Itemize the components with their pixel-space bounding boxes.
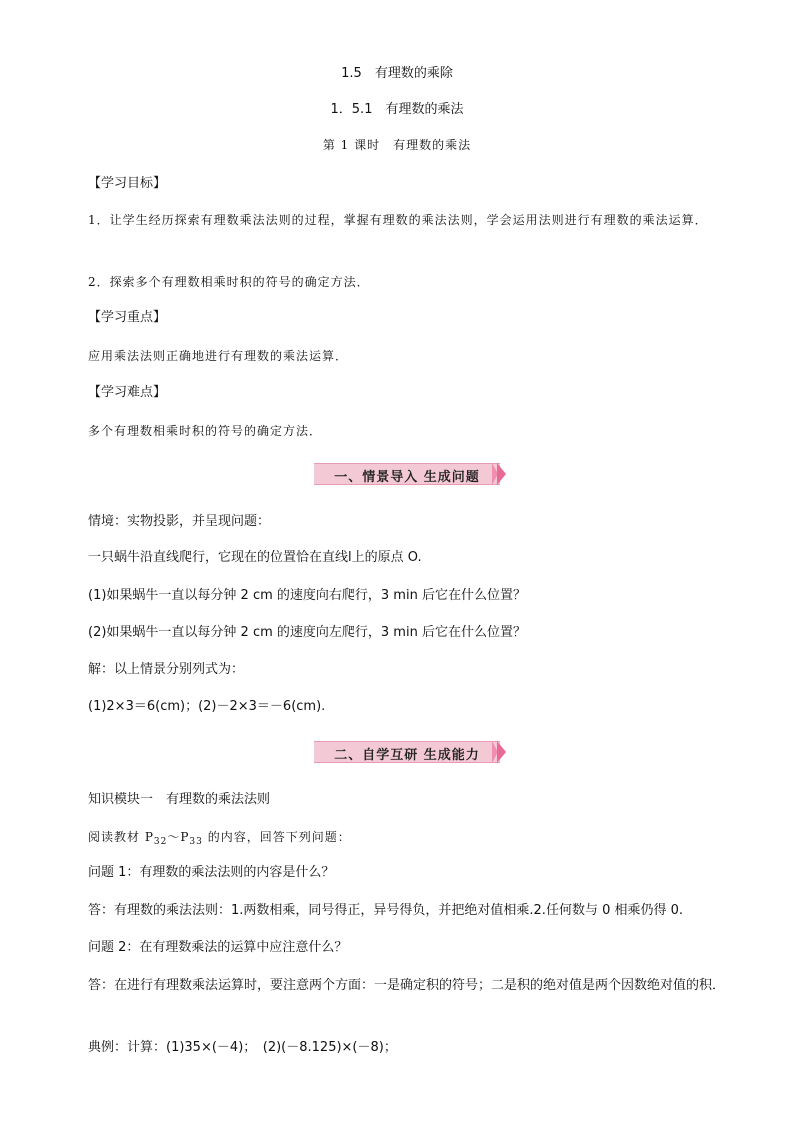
scenario-intro: 情境：实物投影，并呈现问题：	[88, 514, 271, 529]
objective-1: 1．让学生经历探索有理数乘法法则的过程，掌握有理数的乘法法则，学会运用法则进行有理数的乘法运算．	[88, 213, 708, 227]
objectives-heading: 【学习目标】	[88, 176, 167, 191]
section-banner-2	[314, 741, 506, 763]
objective-2: 2．探索多个有理数相乘时积的符号的确定方法．	[88, 275, 370, 289]
focus-heading: 【学习重点】	[88, 310, 167, 325]
focus-text: 应用乘法法则正确地进行有理数的乘法运算．	[88, 349, 349, 363]
answer-2: 答：在进行有理数乘法运算时，要注意两个方面：一是确定积的符号；二是积的绝对值是两个因数绝对值的积．	[88, 978, 726, 993]
lesson-title: 第 1 课时 有理数的乘法	[322, 138, 472, 152]
subsection-title: 1．5.1 有理数的乘法	[330, 102, 464, 117]
question-2: 问题 2：在有理数乘法的运算中应注意什么？	[88, 940, 348, 955]
banner-1-label: 一、情景导入 生成问题	[334, 470, 480, 485]
section-banner-1	[314, 463, 506, 485]
example: 典例：计算：(1)35×(－4)； (2)(－8.125)×(－8)；	[88, 1040, 397, 1055]
scenario-line: 一只蜗牛沿直线爬行，它现在的位置恰在直线l上的原点 O.	[88, 550, 422, 565]
difficulty-heading: 【学习难点】	[88, 385, 167, 400]
section-title: 1.5 有理数的乘除	[341, 66, 453, 81]
module-title: 知识模块一 有理数的乘法法则	[88, 792, 271, 807]
reading-instruction: 阅读教材 $P_{32}\sim P_{33}$ 的内容，回答下列问题：	[88, 830, 351, 847]
banner-2-label: 二、自学互研 生成能力	[334, 748, 480, 763]
scenario-solution: 解：以上情景分别列式为：	[88, 662, 245, 677]
scenario-question-1: (1)如果蜗牛一直以每分钟 2 cm 的速度向右爬行，3 min 后它在什么位置？	[88, 588, 526, 603]
scenario-question-2: (2)如果蜗牛一直以每分钟 2 cm 的速度向左爬行，3 min 后它在什么位置？	[88, 625, 526, 640]
question-1: 问题 1：有理数的乘法法则的内容是什么？	[88, 865, 335, 880]
difficulty-text: 多个有理数相乘时积的符号的确定方法．	[88, 424, 323, 438]
scenario-formula: (1)2×3＝6(cm)；(2)－2×3＝－6(cm).	[88, 699, 326, 714]
answer-1: 答：有理数的乘法法则：1.两数相乘，同号得正，异号得负，并把绝对值相乘.2.任何数与 0 相乘仍得 0.	[88, 903, 684, 918]
